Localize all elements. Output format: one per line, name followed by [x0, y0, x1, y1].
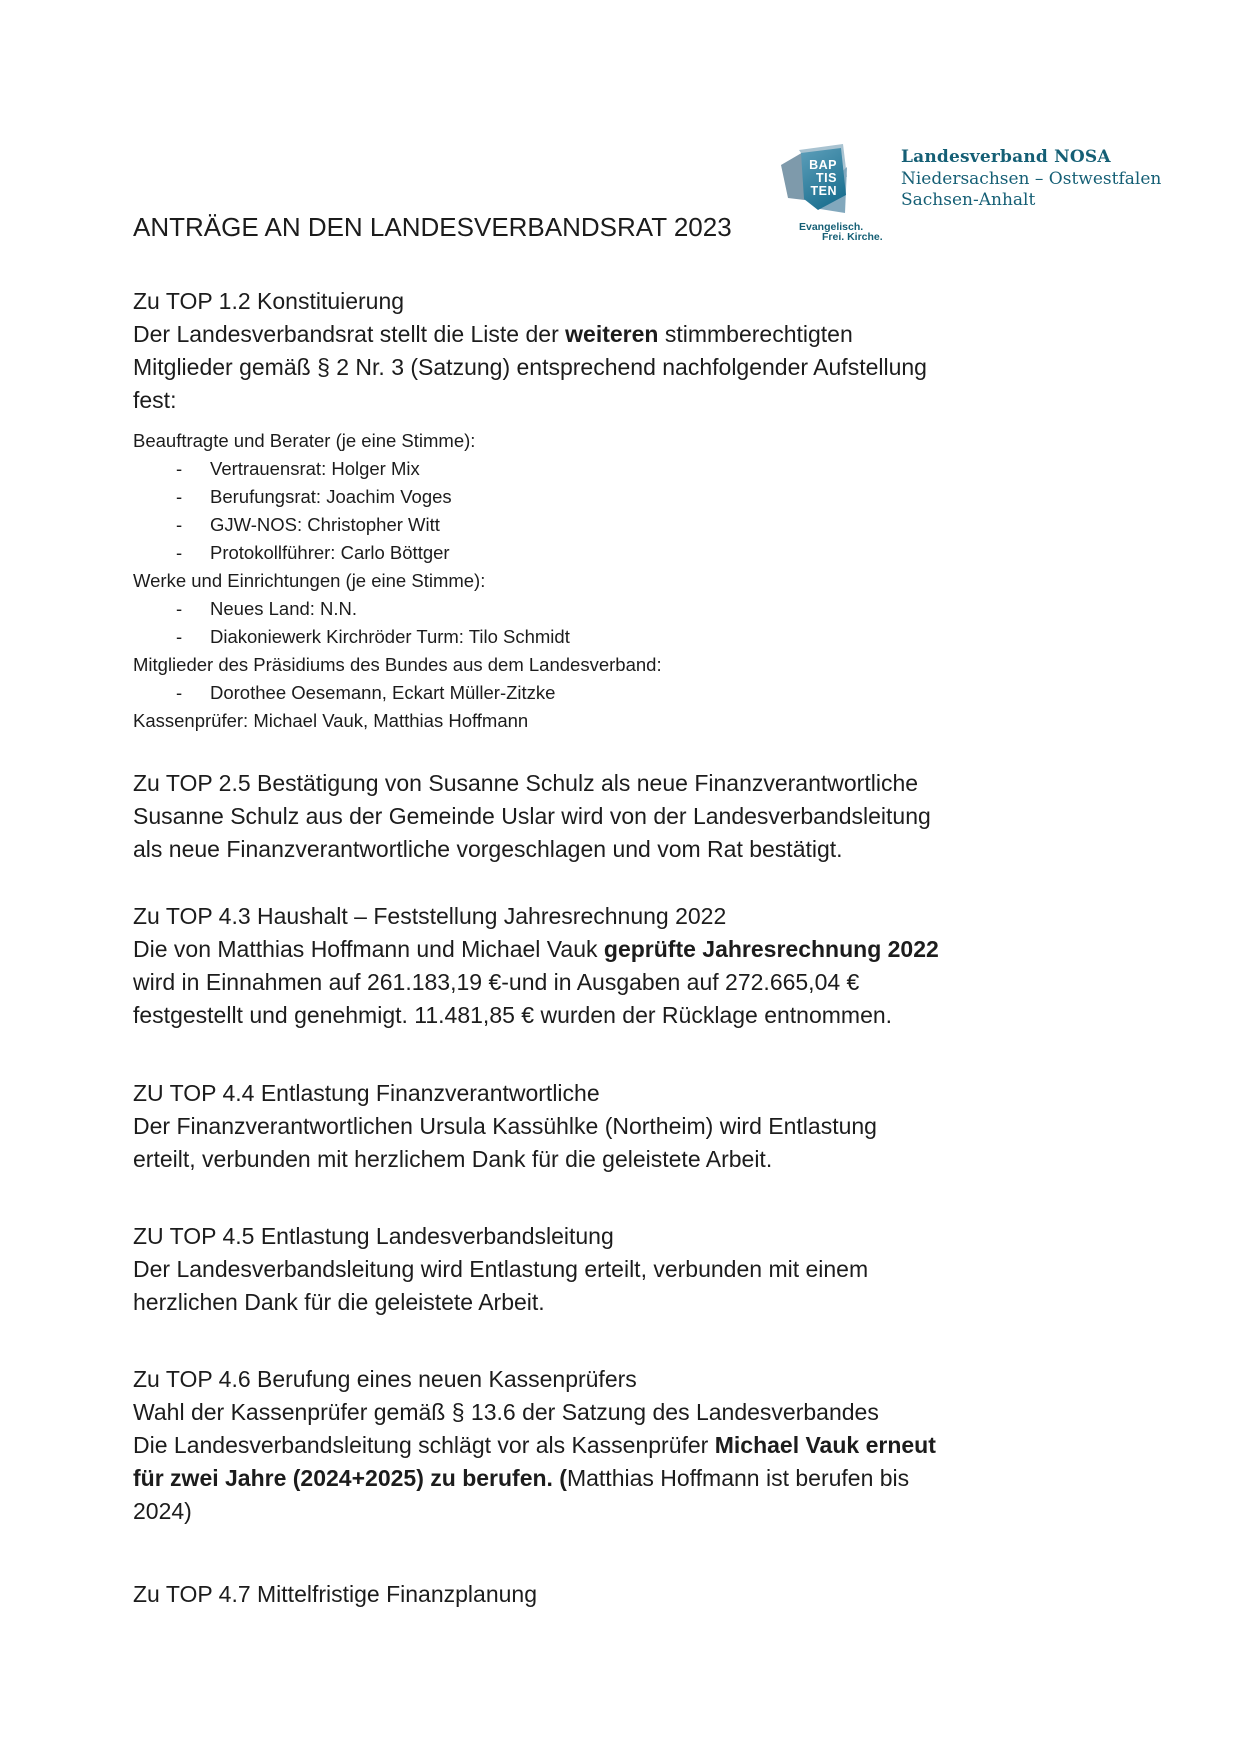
organization-region-line1: Niedersachsen – Ostwestfalen: [901, 168, 1162, 189]
dash-bullet: -: [176, 626, 183, 647]
logo-text-line: TEN: [810, 184, 837, 198]
list-item-text: Dorothee Oesemann, Eckart Müller-Zitzke: [210, 682, 556, 703]
body-line: Susanne Schulz aus der Gemeinde Uslar wird von der Landesverbandsleitung: [133, 803, 931, 829]
body-text-bold: geprüfte Jahresrechnung 2022: [603, 936, 939, 962]
body-line: [133, 1462, 1113, 1495]
section-heading: Zu TOP 2.5 Bestätigung von Susanne Schulz als neue Finanzverantwortliche: [133, 770, 919, 796]
list-item-text: Vertrauensrat: Holger Mix: [210, 458, 420, 479]
list-item-text: Neues Land: N.N.: [210, 598, 358, 619]
section-heading: ZU TOP 4.5 Entlastung Landesverbandsleitung: [133, 1223, 614, 1249]
body-text-bold: Michael Vauk erneut: [714, 1432, 936, 1458]
list-group-label: Beauftragte und Berater (je eine Stimme):: [133, 430, 476, 451]
body-text: Matthias Hoffmann ist berufen bis: [566, 1465, 910, 1491]
dash-bullet: -: [176, 514, 183, 535]
section-top-1-2: [133, 285, 1113, 417]
list-group-label: Werke und Einrichtungen (je eine Stimme):: [133, 570, 486, 591]
body-line: Der Finanzverantwortlichen Ursula Kassühlke (Northeim) wird Entlastung: [133, 1113, 877, 1139]
document-title: ANTRÄGE AN DEN LANDESVERBANDSRAT 2023: [133, 212, 732, 242]
list-item-text: Protokollführer: Carlo Böttger: [210, 542, 450, 563]
list-item: [133, 539, 1113, 567]
logo-text-line: BAP: [809, 158, 837, 172]
section-top-4-6: [133, 1363, 1113, 1528]
list-item: [133, 679, 1113, 707]
section-heading: Zu TOP 4.7 Mittelfristige Finanzplanung: [133, 1581, 537, 1607]
list-item: [133, 483, 1113, 511]
organization-region-line2: Sachsen-Anhalt: [901, 190, 1036, 210]
list-item-text: Diakoniewerk Kirchröder Turm: Tilo Schmidt: [210, 626, 570, 647]
dash-bullet: -: [176, 486, 183, 507]
section-heading: Zu TOP 1.2 Konstituierung: [133, 288, 405, 314]
dash-bullet: -: [176, 598, 183, 619]
body-text: Die Landesverbandsleitung schlägt vor als Kassenprüfer: [133, 1432, 715, 1458]
body-line: wird in Einnahmen auf 261.183,19 €-und in Ausgaben auf 272.665,04 €: [133, 969, 860, 995]
section-heading: Zu TOP 4.3 Haushalt – Feststellung Jahresrechnung 2022: [133, 903, 727, 929]
body-line: Mitglieder gemäß § 2 Nr. 3 (Satzung) entsprechend nachfolgender Aufstellung: [133, 354, 927, 380]
section-heading: Zu TOP 4.6 Berufung eines neuen Kassenprüfers: [133, 1366, 637, 1392]
body-text-bold: weiteren: [565, 321, 659, 347]
dash-bullet: -: [176, 542, 183, 563]
section-top-2-5: [133, 767, 1113, 866]
logo-tagline-line2: Frei. Kirche.: [822, 230, 883, 243]
list-item: [133, 595, 1113, 623]
list-item: [133, 623, 1113, 651]
dash-bullet: -: [176, 682, 183, 703]
organization-name: Landesverband NOSA: [901, 147, 1111, 167]
body-line: 2024): [133, 1498, 192, 1524]
body-line: [133, 933, 1113, 966]
section-top-4-5: [133, 1220, 1113, 1319]
body-line: fest:: [133, 387, 177, 413]
members-list: [133, 427, 1113, 735]
logo-tagline-line1: Evangelisch.: [799, 221, 864, 233]
body-text-bold: für zwei Jahre (2024+2025) zu berufen. (: [133, 1465, 567, 1491]
body-line: herzlichen Dank für die geleistete Arbeit.: [133, 1289, 545, 1315]
body-line: Wahl der Kassenprüfer gemäß § 13.6 der Satzung des Landesverbandes: [133, 1399, 879, 1425]
list-item-text: Berufungsrat: Joachim Voges: [210, 486, 452, 507]
section-top-4-7: [133, 1578, 1113, 1611]
body-line: erteilt, verbunden mit herzlichem Dank für die geleistete Arbeit.: [133, 1146, 773, 1172]
body-line: Der Landesverbandsleitung wird Entlastung erteilt, verbunden mit einem: [133, 1256, 869, 1282]
body-text: stimmberechtigten: [658, 321, 853, 347]
body-text: Der Landesverbandsrat stellt die Liste der: [133, 321, 566, 347]
body-line: [133, 318, 1113, 351]
body-line: als neue Finanzverantwortliche vorgeschlagen und vom Rat bestätigt.: [133, 836, 843, 862]
list-item-text: GJW-NOS: Christopher Witt: [210, 514, 440, 535]
dash-bullet: -: [176, 458, 183, 479]
section-top-4-3: [133, 900, 1113, 1032]
baptisten-logo-icon: [779, 141, 871, 217]
list-group-label: Mitglieder des Präsidiums des Bundes aus dem Landesverband:: [133, 654, 662, 675]
list-group-label: Kassenprüfer: Michael Vauk, Matthias Hoffmann: [133, 710, 529, 731]
section-heading: ZU TOP 4.4 Entlastung Finanzverantwortliche: [133, 1080, 600, 1106]
list-item: [133, 455, 1113, 483]
list-item: [133, 511, 1113, 539]
section-top-4-4: [133, 1077, 1113, 1176]
logo-text-line: TIS: [816, 171, 837, 185]
body-line: festgestellt und genehmigt. 11.481,85 € wurden der Rücklage entnommen.: [133, 1002, 893, 1028]
body-line: [133, 1429, 1113, 1462]
document-content: [133, 210, 1113, 1611]
organization-name-block: [901, 147, 1161, 212]
body-text: Die von Matthias Hoffmann und Michael Vauk: [133, 936, 604, 962]
